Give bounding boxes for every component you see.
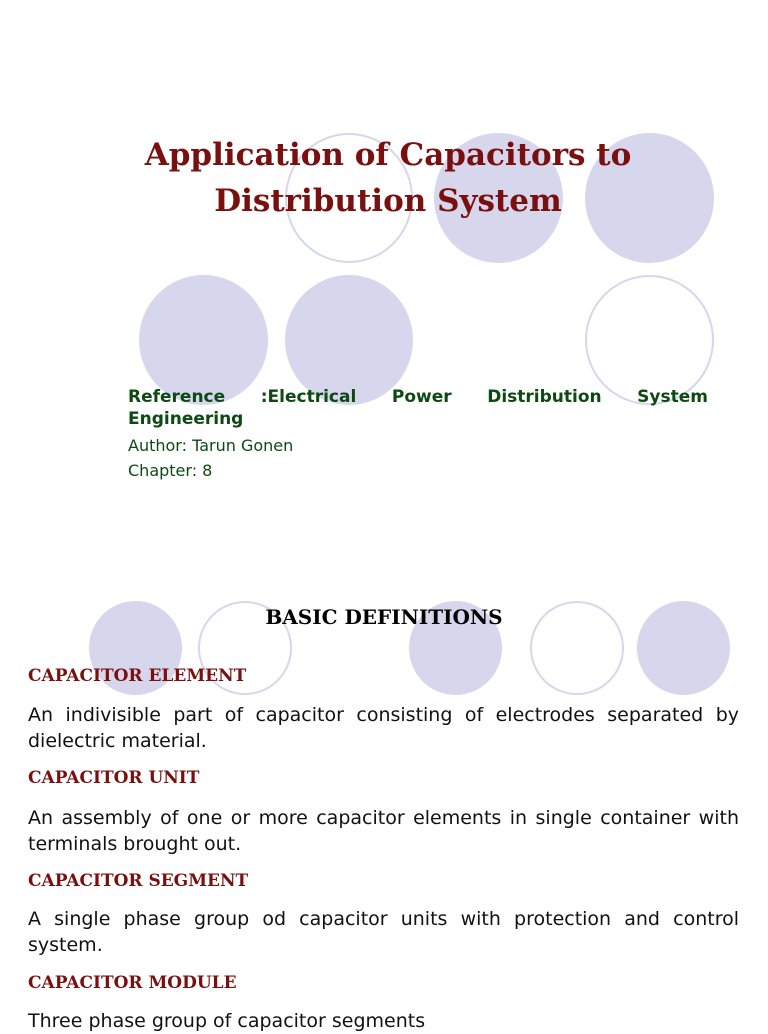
term-capacitor-unit: CAPACITOR UNIT [28, 768, 200, 788]
definition-capacitor-unit: An assembly of one or more capacitor elements in single container with terminals brought out. [28, 807, 739, 855]
presentation-title: Application of Capacitors to Distribution System [144, 137, 632, 219]
term-capacitor-element: CAPACITOR ELEMENT [28, 666, 247, 686]
definition-capacitor-element: An indivisible part of capacitor consisting of electrodes separated by dielectric material. [28, 704, 739, 752]
definition-capacitor-segment: A single phase group od capacitor units with protection and control system. [28, 908, 739, 956]
reference-text: Reference :Electrical Power Distribution System Engineering [128, 387, 708, 429]
term-capacitor-module: CAPACITOR MODULE [28, 973, 237, 993]
definition-capacitor-module: Three phase group of capacitor segments [28, 1010, 426, 1032]
chapter-text: Chapter: 8 [128, 461, 213, 480]
term-capacitor-segment: CAPACITOR SEGMENT [28, 871, 249, 891]
section-title: BASIC DEFINITIONS [265, 605, 503, 629]
author-text: Author: Tarun Gonen [128, 436, 294, 455]
